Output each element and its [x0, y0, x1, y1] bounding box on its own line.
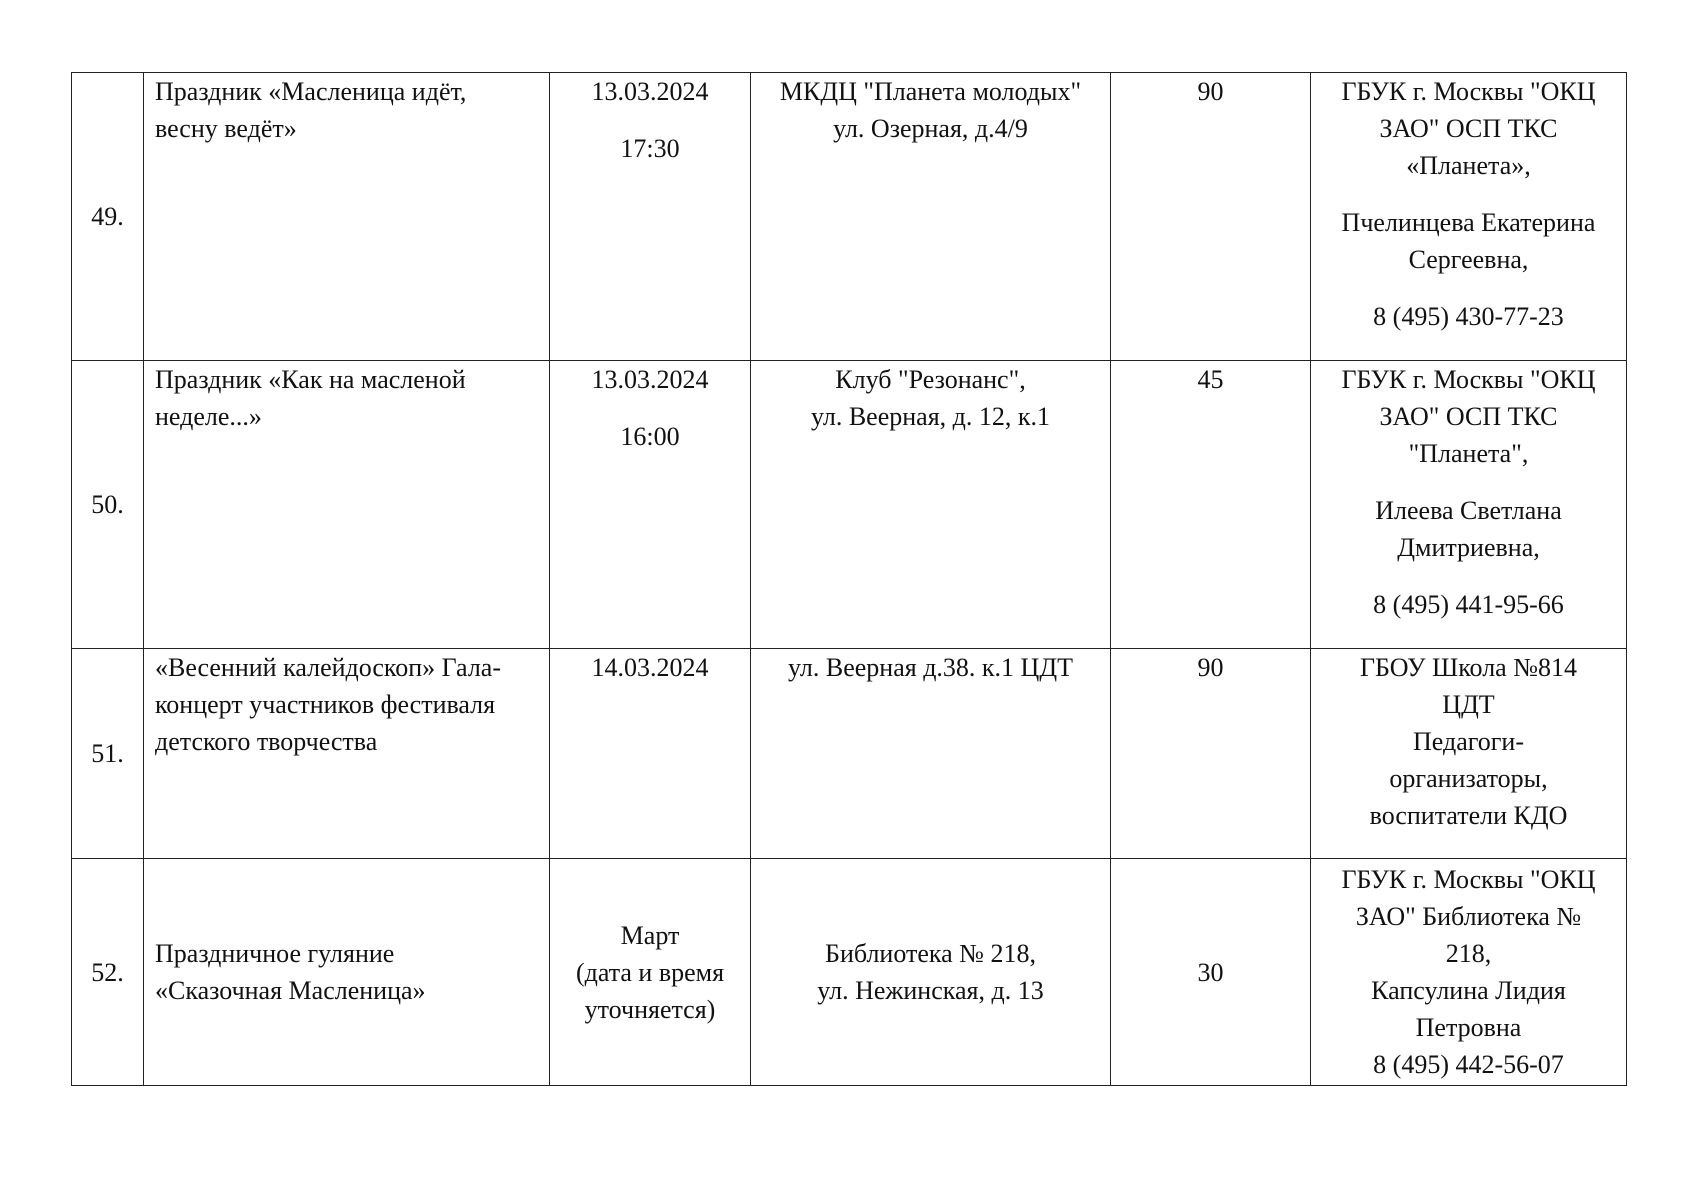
table-row	[72, 649, 1627, 859]
event-place-cell	[751, 649, 1111, 859]
participants-count: 90	[1111, 73, 1311, 361]
table-row	[72, 361, 1627, 649]
row-number: 52.	[72, 859, 144, 1086]
contact-person-line: Дмитриевна,	[1397, 533, 1540, 562]
organizer-line: ГБУК г. Москвы "ОКЦ	[1341, 77, 1596, 106]
event-place-line: ул. Озерная, д.4/9	[833, 114, 1028, 143]
organizer-line: ЗАО" ОСП ТКС	[1379, 402, 1558, 431]
event-date-cell	[550, 73, 751, 361]
participants-count: 45	[1111, 361, 1311, 649]
event-name-cell	[144, 859, 550, 1086]
event-name-line: неделе...»	[155, 402, 262, 431]
event-date-line: уточняется)	[584, 994, 716, 1024]
event-name-line: концерт участников фестиваля	[155, 690, 496, 719]
event-name-line: Праздничное гуляние	[155, 939, 395, 968]
row-number: 50.	[72, 361, 144, 649]
participants-count: 90	[1111, 649, 1311, 859]
event-place-line: Клуб "Резонанс",	[835, 365, 1026, 394]
organizer-line: ЦДТ	[1442, 690, 1495, 719]
event-name-line: Праздник «Масленица идёт,	[155, 77, 467, 106]
event-name-cell	[144, 73, 550, 361]
event-date-cell	[550, 649, 751, 859]
organizer-cell	[1311, 859, 1627, 1086]
organizer-line: ГБУК г. Москвы "ОКЦ	[1341, 865, 1596, 894]
event-time: 16:00	[620, 422, 680, 451]
event-place-line: ул. Веерная д.38. к.1 ЦДТ	[788, 653, 1073, 682]
event-date-cell	[550, 859, 751, 1086]
event-place-line: ул. Веерная, д. 12, к.1	[810, 402, 1051, 431]
row-number: 51.	[72, 649, 144, 859]
organizer-cell	[1311, 361, 1627, 649]
table-row	[72, 73, 1627, 361]
event-date-line: Март	[620, 920, 680, 950]
contact-phone: 8 (495) 430-77-23	[1373, 302, 1564, 331]
organizer-line: ЗАО" Библиотека №	[1355, 902, 1582, 931]
contact-phone: 8 (495) 441-95-66	[1373, 590, 1564, 619]
organizer-line: "Планета",	[1408, 439, 1529, 468]
event-time: 17:30	[620, 134, 680, 163]
event-date-cell	[550, 361, 751, 649]
contact-person-line: Петровна	[1415, 1013, 1522, 1042]
contact-person-line: Сергеевна,	[1408, 245, 1529, 274]
organizer-line: воспитатели КДО	[1369, 801, 1568, 830]
organizer-line: «Планета»,	[1406, 151, 1531, 180]
event-name-line: Праздник «Как на масленой	[155, 365, 466, 394]
event-name-cell	[144, 649, 550, 859]
contact-phone: 8 (495) 442-56-07	[1373, 1050, 1564, 1079]
organizer-cell	[1311, 649, 1627, 859]
events-table	[71, 72, 1627, 1086]
organizer-cell	[1311, 73, 1627, 361]
organizer-line: 218,	[1445, 939, 1492, 968]
row-number: 49.	[72, 73, 144, 361]
event-name-line: весну ведёт»	[155, 114, 297, 143]
organizer-line: ЗАО" ОСП ТКС	[1379, 114, 1558, 143]
contact-person-line: Илеева Светлана	[1375, 496, 1562, 525]
event-place-cell	[751, 859, 1111, 1086]
event-date-line: (дата и время	[575, 957, 725, 987]
event-name-line: «Сказочная Масленица»	[155, 976, 426, 1005]
event-place-line: МКДЦ "Планета молодых"	[779, 77, 1082, 106]
organizer-line: Педагоги-	[1413, 727, 1524, 756]
event-name-line: «Весенний калейдоскоп» Гала-	[155, 653, 501, 682]
contact-person-line: Пчелинцева Екатерина	[1341, 208, 1596, 237]
event-name-line: детского творчества	[155, 727, 378, 756]
event-date: 13.03.2024	[591, 77, 709, 106]
event-place-cell	[751, 73, 1111, 361]
organizer-line: ГБУК г. Москвы "ОКЦ	[1341, 365, 1596, 394]
participants-count: 30	[1111, 859, 1311, 1086]
table-row	[72, 859, 1627, 1086]
event-place-line: Библиотека № 218,	[825, 939, 1036, 968]
organizer-line: ГБОУ Школа №814	[1359, 653, 1578, 682]
event-date: 14.03.2024	[591, 653, 709, 682]
event-name-cell	[144, 361, 550, 649]
organizer-line: организаторы,	[1389, 764, 1548, 793]
contact-person-line: Капсулина Лидия	[1371, 976, 1566, 1005]
event-place-cell	[751, 361, 1111, 649]
event-place-line: ул. Нежинская, д. 13	[817, 976, 1044, 1005]
event-date: 13.03.2024	[591, 365, 709, 394]
